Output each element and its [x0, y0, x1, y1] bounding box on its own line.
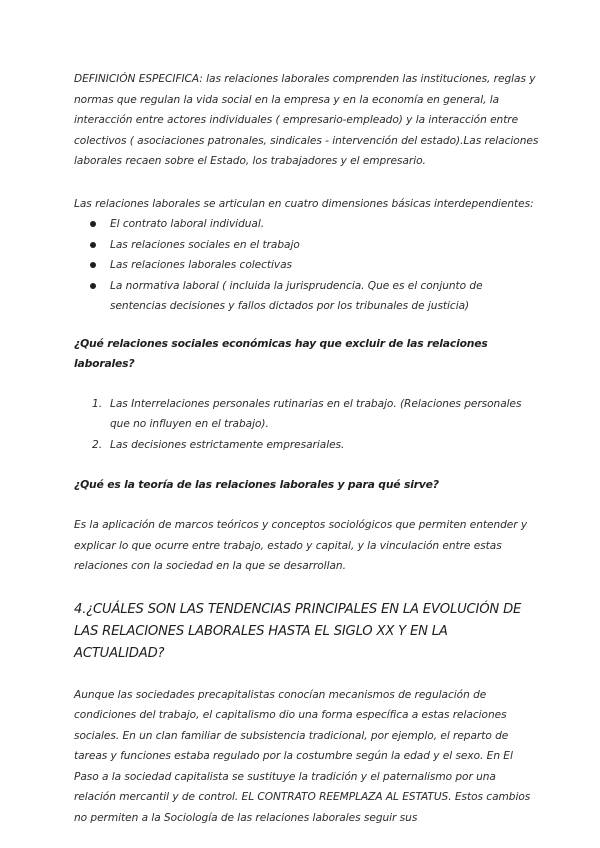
dimensions-list	[74, 214, 540, 317]
list-item: Las relaciones laborales colectivas	[90, 255, 540, 276]
item-number: 1.	[92, 397, 103, 410]
list-item: 2. Las decisiones estrictamente empresariales.	[92, 435, 540, 456]
bullet-icon	[90, 221, 96, 227]
theory-answer: Es la aplicación de marcos teóricos y conceptos sociológicos que permiten entender y explicar lo que ocurre entre trabajo, estado y capital, y la vinculación entre estas relaciones con la sociedad en la que se desarrollan.	[74, 519, 528, 572]
definition-paragraph: DEFINICIÓN ESPECIFICA: las relaciones laborales comprenden las instituciones, reglas y normas que regulan la vida social en la empresa y en la economía en general, la interacción entre actores individuales ( empresario-empleado) y la interacción entre colectivos ( asociaciones patronales, sindicales - intervención del estado).Las relaciones laborales recaen sobre el Estado, los trabajadores y el empresario.	[74, 73, 539, 167]
section-heading-trends: 4.¿CUÁLES SON LAS TENDENCIAS PRINCIPALES EN LA EVOLUCIÓN DE LAS RELACIONES LABORALES HASTA EL SIGLO XX Y EN LA ACTUALIDAD?	[74, 601, 522, 661]
bullet-icon	[90, 283, 96, 289]
bullet-icon	[90, 242, 96, 248]
exclusions-list	[74, 394, 540, 456]
bullet-icon	[90, 262, 96, 268]
list-item: La normativa laboral ( incluida la jurisprudencia. Que es el conjunto de sentencias decisiones y fallos dictados por los tribunales de justicia)	[90, 276, 540, 317]
trends-body: Aunque las sociedades precapitalistas conocían mecanismos de regulación de condiciones del trabajo, el capitalismo dio una forma específica a estas relaciones sociales. En un clan familiar de subsistencia tradicional, por ejemplo, el reparto de tareas y funciones estaba regulado por la costumbre según la edad y el sexo. En El Paso a la sociedad capitalista se sustituye la tradición y el paternalismo por una relación mercantil y de control. EL CONTRATO REEMPLAZA AL ESTATUS. Estos cambios no permiten a la Sociología de las relaciones laborales seguir sus	[74, 688, 531, 824]
question-heading-theory: ¿Qué es la teoría de las relaciones laborales y para qué sirve?	[74, 478, 439, 491]
list-item: Las relaciones sociales en el trabajo	[90, 235, 540, 256]
list-item: El contrato laboral individual.	[90, 214, 540, 235]
item-number: 2.	[92, 438, 103, 451]
list-item: 1. Las Interrelaciones personales rutinarias en el trabajo. (Relaciones personales que no influyen en el trabajo).	[92, 394, 540, 435]
question-heading-exclusions: ¿Qué relaciones sociales económicas hay que excluir de las relaciones laborales?	[74, 336, 488, 370]
dimensions-intro: Las relaciones laborales se articulan en cuatro dimensiones básicas interdependientes:	[74, 197, 534, 210]
